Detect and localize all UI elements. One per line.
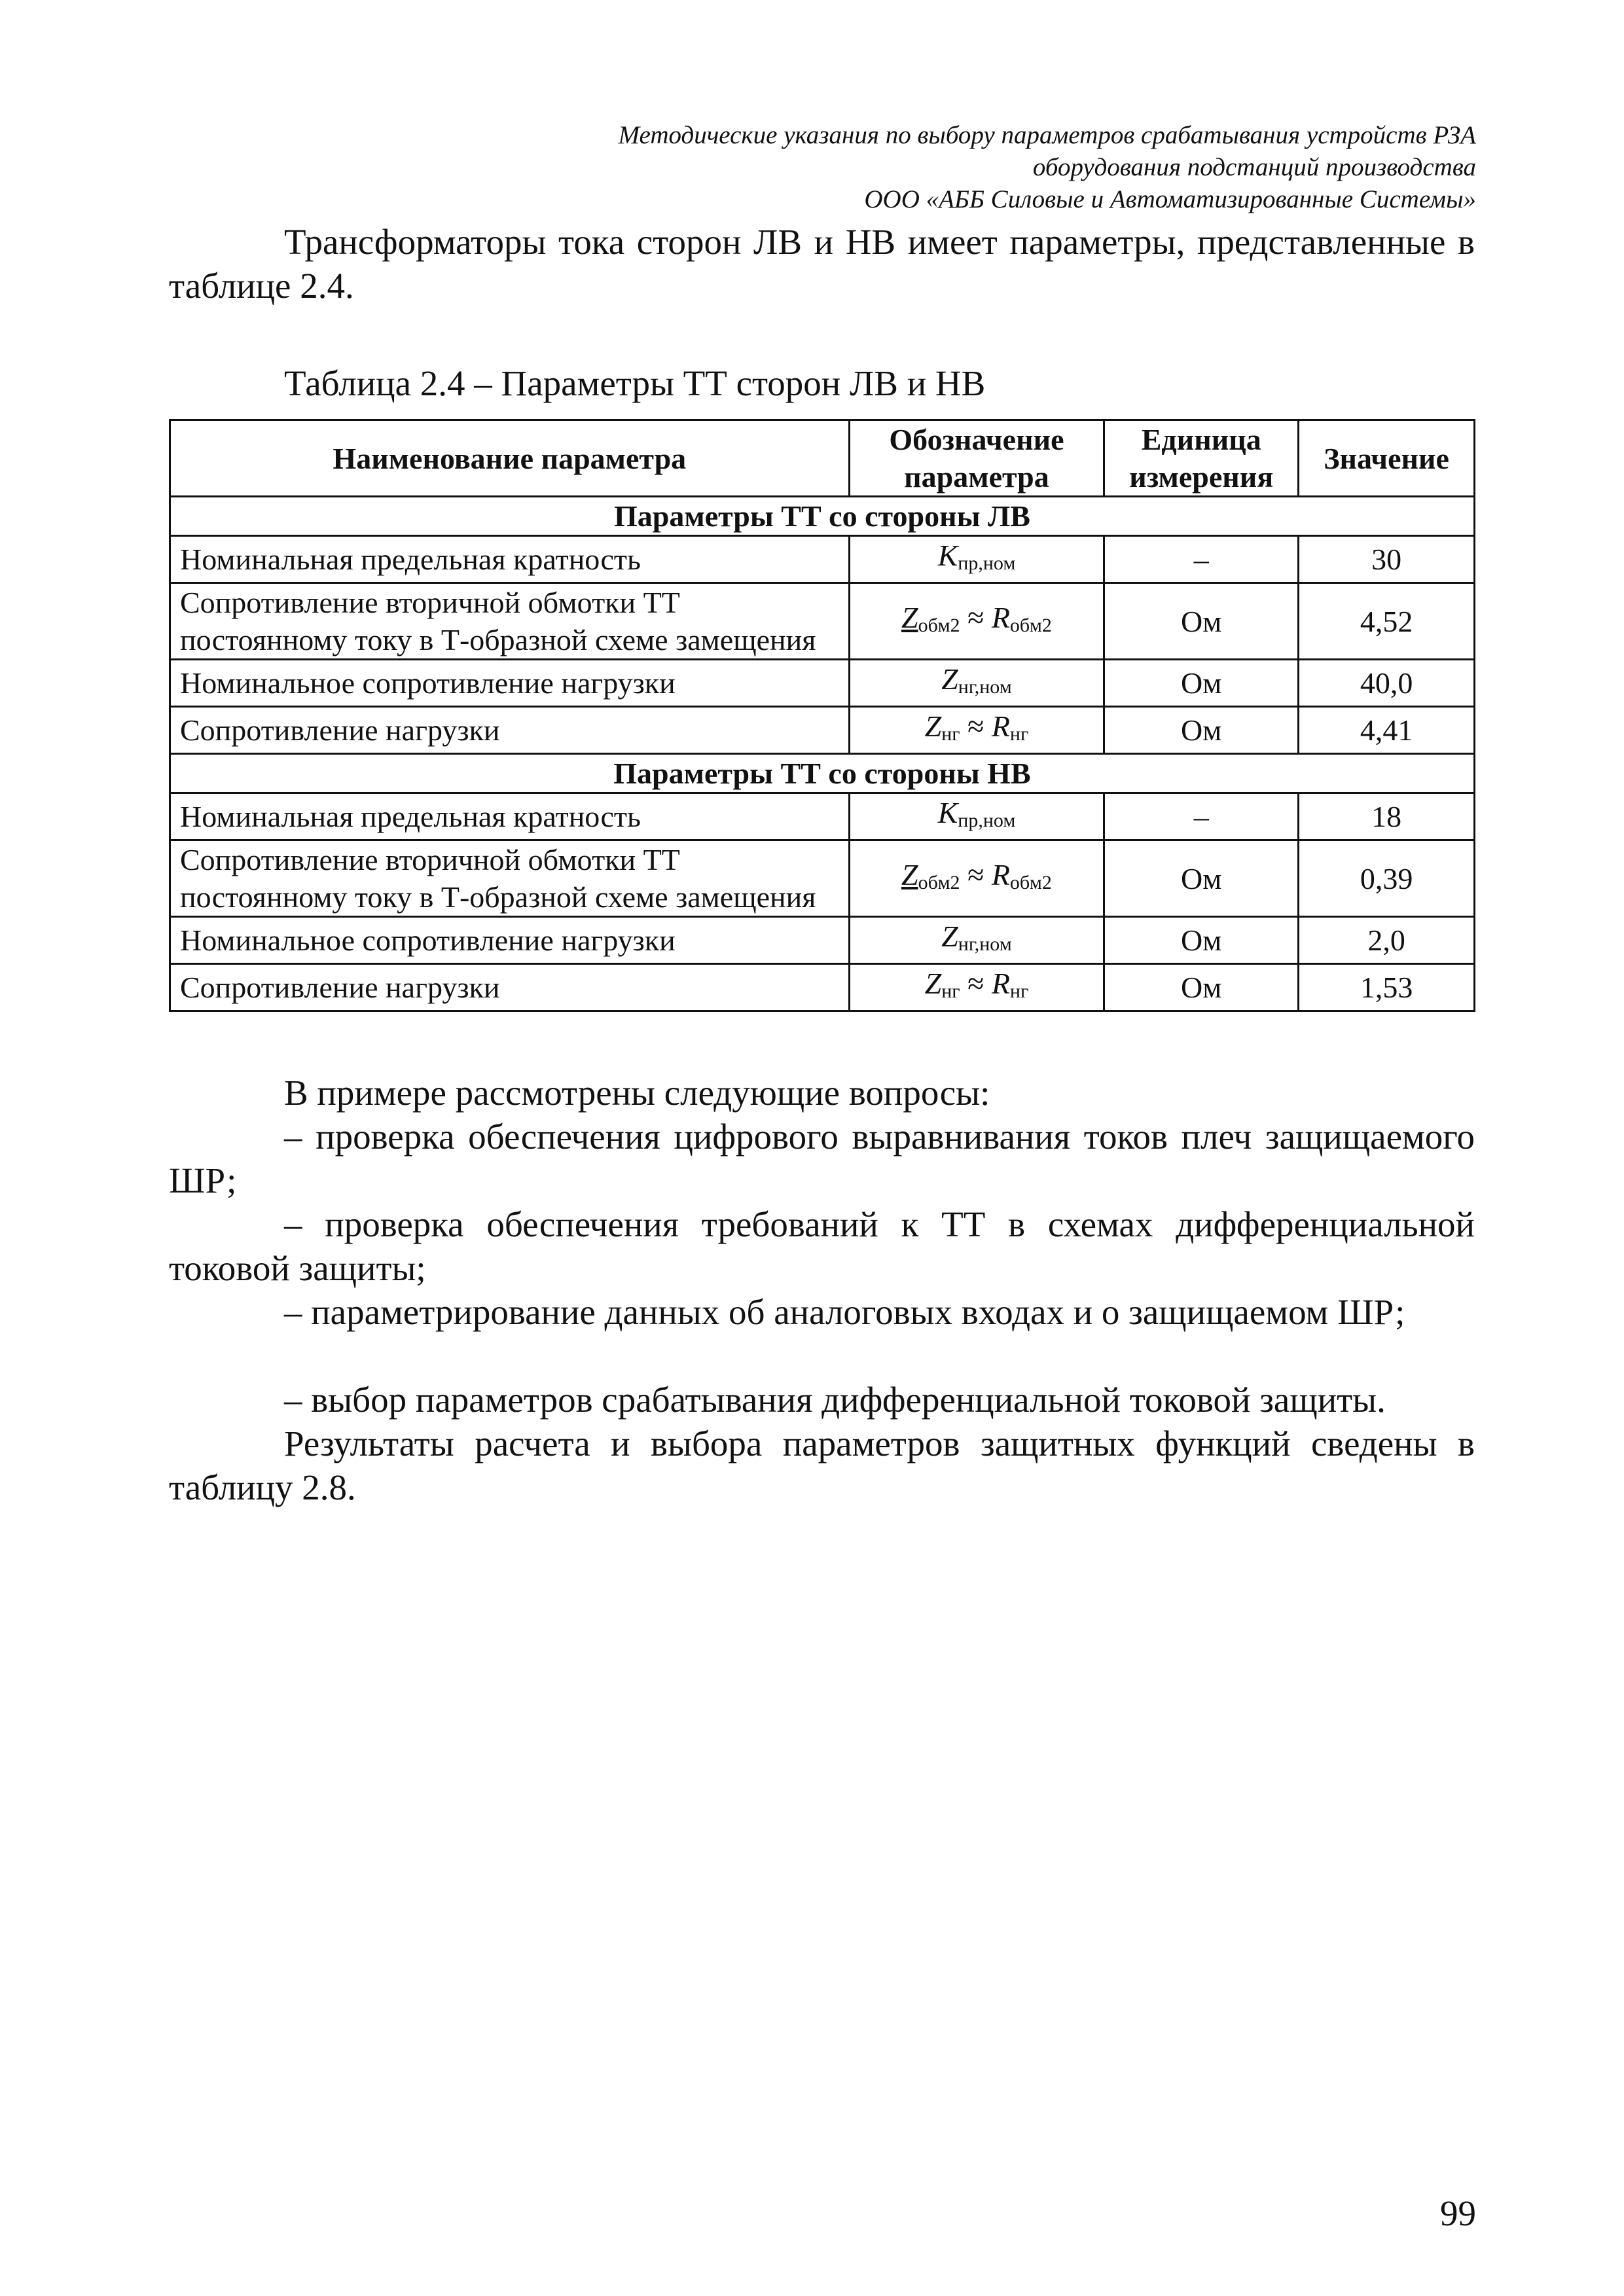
bullet-3: – параметрирование данных об аналоговых входах и о защищаемом ШР; (284, 1292, 1405, 1332)
header-line-1: Методические указания по выбору параметров срабатывания устройств РЗА (618, 121, 1476, 149)
param-value: 4,52 (1299, 583, 1475, 660)
param-unit: Ом (1104, 660, 1299, 707)
param-value: 0,39 (1299, 840, 1475, 917)
group-row (170, 754, 1475, 793)
group-title-hv: Параметры ТТ со стороны НВ (170, 754, 1475, 793)
param-symbol: $K_{пр,ном}$ (849, 793, 1104, 840)
param-unit: Ом (1104, 583, 1299, 660)
running-header (327, 119, 1476, 215)
param-value: 4,41 (1299, 707, 1475, 754)
param-name: Сопротивление вторичной обмотки ТТ постоянному току в Т-образной схеме замещения (170, 840, 850, 917)
param-symbol: $Z_{нг,ном}$ (849, 660, 1104, 707)
bullet-4: – выбор параметров срабатывания дифференциальной токовой защиты. (284, 1380, 1386, 1420)
param-unit: Ом (1104, 964, 1299, 1011)
table-row (170, 964, 1475, 1011)
body-paragraph-2: Результаты расчета и выбора параметров защитных функций сведены в таблицу 2.8. (169, 1424, 1475, 1507)
header-value: Значение (1299, 420, 1475, 497)
param-symbol: $Z_{нг,ном}$ (849, 917, 1104, 964)
param-name: Сопротивление нагрузки (170, 964, 850, 1011)
table-row (170, 793, 1475, 840)
param-name: Номинальное сопротивление нагрузки (170, 660, 850, 707)
param-name: Сопротивление нагрузки (170, 707, 850, 754)
header-unit: Единица измерения (1104, 420, 1299, 497)
table-row (170, 583, 1475, 660)
header-name: Наименование параметра (170, 420, 850, 497)
intro-paragraph: Трансформаторы тока сторон ЛВ и НВ имеет параметры, представленные в таблице 2.4. (169, 222, 1475, 306)
param-symbol: $K_{пр,ном}$ (849, 536, 1104, 583)
param-unit: Ом (1104, 917, 1299, 964)
bullet-2: – проверка обеспечения требований к ТТ в схемах дифференциальной токовой защиты; (169, 1204, 1475, 1288)
param-symbol: $Z_{нг} \approx R_{нг}$ (849, 964, 1104, 1011)
param-symbol: $Z_{нг} \approx R_{нг}$ (849, 707, 1104, 754)
group-row (170, 497, 1475, 536)
param-symbol: $Z_{обм2} \approx R_{обм2}$ (849, 583, 1104, 660)
table-row (170, 707, 1475, 754)
param-unit: Ом (1104, 707, 1299, 754)
param-name: Сопротивление вторичной обмотки ТТ постоянному току в Т-образной схеме замещения (170, 583, 850, 660)
table-header-row (170, 420, 1475, 497)
param-value: 40,0 (1299, 660, 1475, 707)
table-caption: Таблица 2.4 – Параметры ТТ сторон ЛВ и НВ (284, 363, 986, 403)
group-title-lv: Параметры ТТ со стороны ЛВ (170, 497, 1475, 536)
param-name: Номинальное сопротивление нагрузки (170, 917, 850, 964)
page-number: 99 (1440, 2193, 1476, 2233)
param-name: Номинальная предельная кратность (170, 793, 850, 840)
param-value: 30 (1299, 536, 1475, 583)
param-symbol: $Z_{обм2} \approx R_{обм2}$ (849, 840, 1104, 917)
param-value: 18 (1299, 793, 1475, 840)
table-row (170, 840, 1475, 917)
table-row (170, 536, 1475, 583)
param-name: Номинальная предельная кратность (170, 536, 850, 583)
table-row (170, 917, 1475, 964)
param-unit: Ом (1104, 840, 1299, 917)
param-unit: – (1104, 536, 1299, 583)
header-line-3: ООО «АББ Силовые и Автоматизированные Системы» (864, 185, 1476, 213)
param-value: 1,53 (1299, 964, 1475, 1011)
bullet-1: – проверка обеспечения цифрового выравнивания токов плеч защищаемого ШР; (169, 1117, 1475, 1200)
table-row (170, 660, 1475, 707)
header-line-2: оборудования подстанций производства (1032, 153, 1476, 181)
header-symbol: Обозначение параметра (849, 420, 1104, 497)
param-value: 2,0 (1299, 917, 1475, 964)
parameters-table (169, 419, 1475, 1012)
body-paragraph-1: В примере рассмотрены следующие вопросы: (284, 1073, 990, 1113)
param-unit: – (1104, 793, 1299, 840)
